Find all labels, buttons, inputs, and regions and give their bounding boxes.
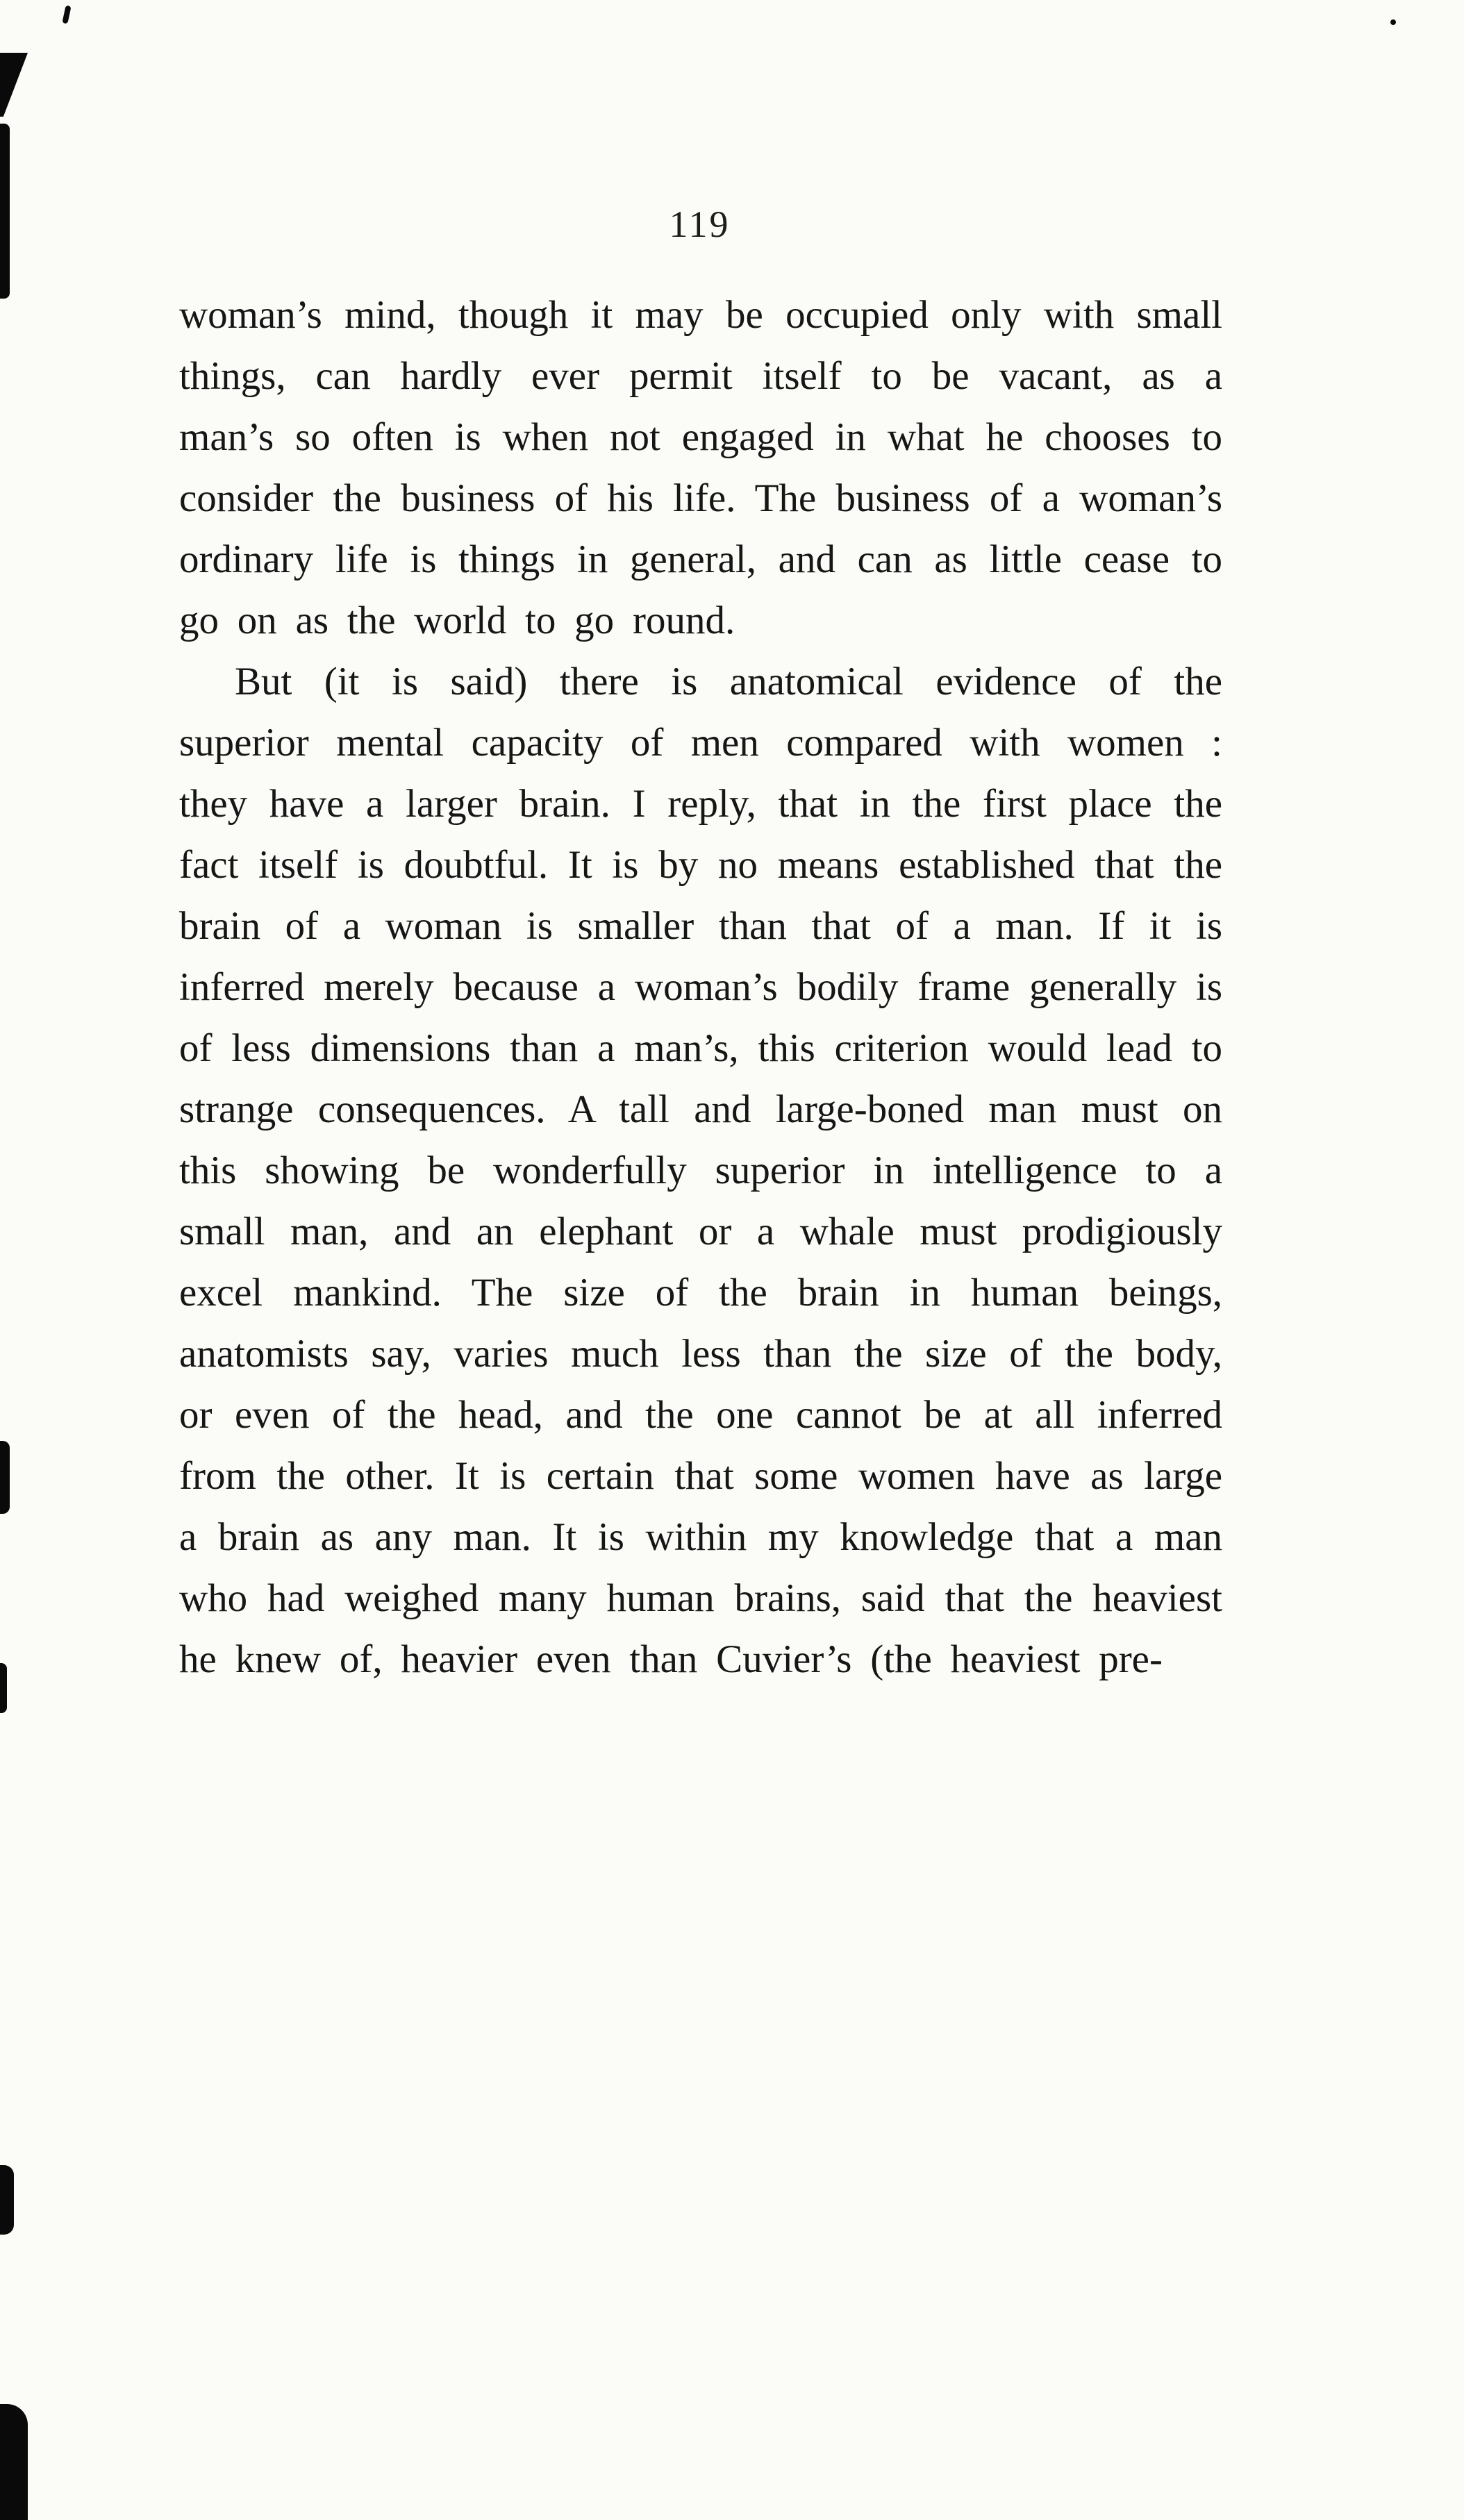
paragraph: But (it is said) there is anatomical evidence of the superior mental capacity of men compared with women : they have a larger brain. I reply, that in the first place the fact itself is doubtful. It is by no means established that the brain of a woman is smaller than that of a man. If it is inferred merely because a woman’s bodily frame generally is of less dimensions than a man’s, this criterion would lead to strange consequences. A tall and large-boned man must on this showing be wonderfully superior in intelligence to a small man, and an elephant or a whale must prodigiously excel mankind. The size of the brain in human beings, anatomists say, varies much less than the size of the body, or even of the head, and the one cannot be at all inferred from the other. It is certain that some women have as large a brain as any man. It is within my knowledge that a man who had weighed many human brains, said that the heaviest he knew of, heavier even than Cuvier’s (the heaviest pre-	[179, 660, 1222, 1681]
scan-artifact-bottom-blob	[0, 2404, 28, 2520]
scan-artifact-top-bar	[0, 124, 10, 299]
text-block	[179, 285, 1222, 1690]
paragraph: woman’s mind, though it may be occupied only with small things, can hardly ever permit itself to be vacant, as a man’s so often is when not engaged in what he chooses to consider the business of his life. The business of a woman’s ordinary life is things in general, and can as little cease to go on as the world to go round.	[179, 293, 1222, 642]
scan-artifact-left-nub-1	[0, 1441, 10, 1514]
scan-artifact-left-nub-2	[0, 1663, 7, 1713]
scan-artifact-top-wedge	[0, 53, 28, 117]
page-number: 119	[669, 203, 731, 245]
scan-artifact-tick	[62, 5, 71, 24]
scan-artifact-left-nub-3	[0, 2165, 14, 2235]
scan-artifact-dot	[1390, 19, 1396, 25]
